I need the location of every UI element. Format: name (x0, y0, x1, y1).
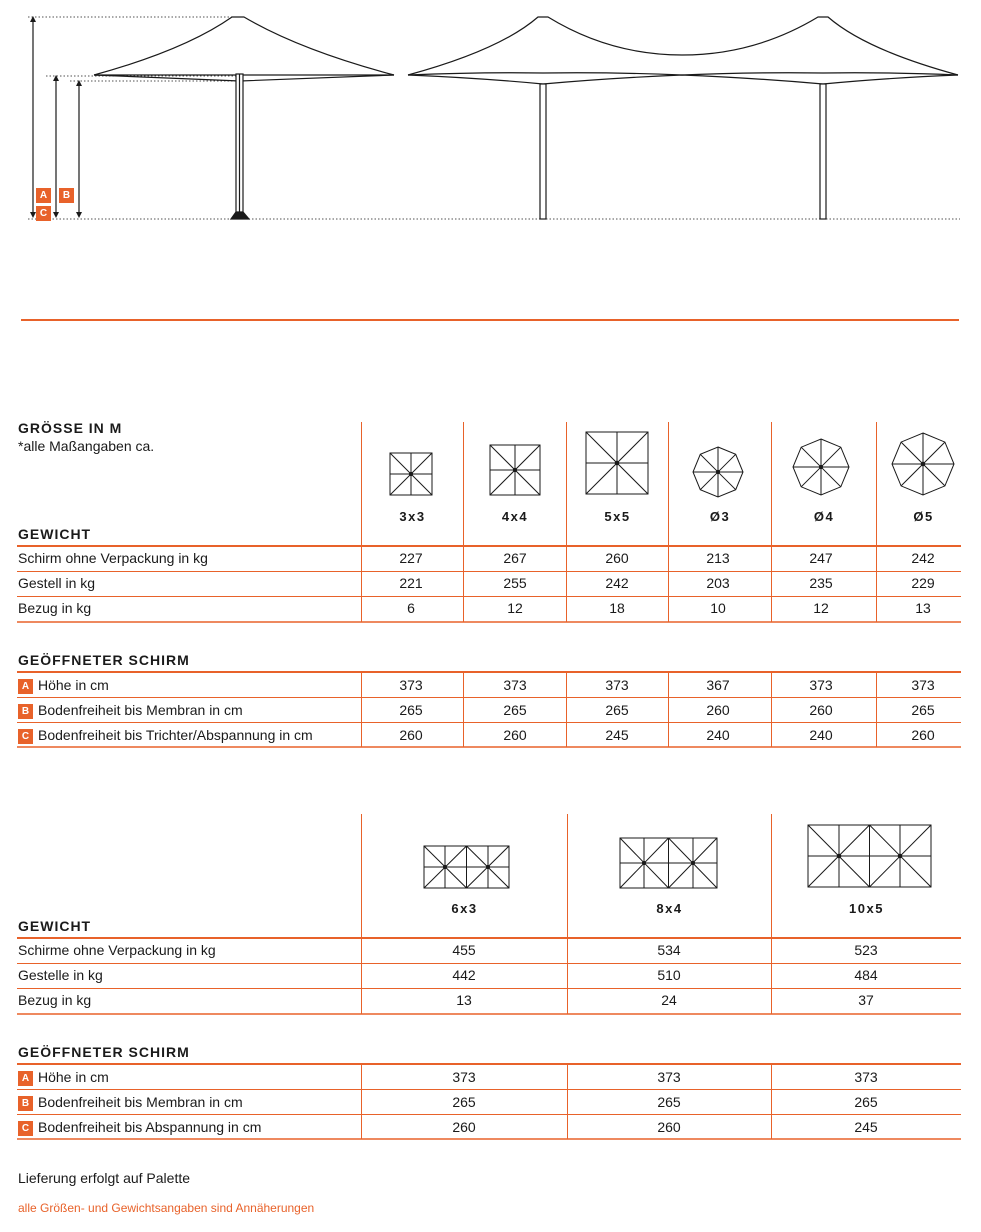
cell-value: 265 (503, 702, 527, 718)
cell-value: 523 (854, 942, 878, 958)
cell-value: 534 (657, 942, 681, 958)
cell-value: 373 (605, 677, 629, 693)
cell-value: 373 (911, 677, 935, 693)
col-6x3: 6x3 (451, 901, 478, 916)
cell-value: 265 (911, 702, 935, 718)
col-8x4: 8x4 (656, 901, 683, 916)
cell-value: 260 (399, 727, 423, 743)
row-label-text: Höhe in cm (38, 677, 109, 693)
row-label (18, 550, 208, 566)
cell-value: 221 (399, 575, 423, 591)
disclaimer-note: alle Größen- und Gewichtsangaben sind Annäherungen (18, 1201, 315, 1215)
cell-value: 260 (911, 727, 935, 743)
row-label (18, 992, 91, 1008)
col-4x4: 4x4 (501, 509, 529, 524)
row-label (18, 1119, 261, 1136)
cell-value: 484 (854, 967, 878, 983)
row-label-text: Gestell in kg (18, 575, 96, 591)
cell-value: 240 (809, 727, 833, 743)
size-heading: GRÖSSE IN M (18, 420, 123, 436)
row-label-text: Bodenfreiheit bis Trichter/Abspannung in cm (38, 727, 313, 743)
icon-3x3 (390, 453, 432, 495)
cell-value: 373 (657, 1069, 681, 1085)
cell-value: 13 (456, 992, 472, 1008)
cell-value: 265 (605, 702, 629, 718)
cell-value: 260 (503, 727, 527, 743)
cell-value: 10 (710, 600, 726, 616)
cell-value: 6 (407, 600, 415, 616)
cell-value: 373 (399, 677, 423, 693)
cell-value: 213 (706, 550, 730, 566)
cell-value: 247 (809, 550, 833, 566)
cell-value: 260 (706, 702, 730, 718)
open-heading-1: GEÖFFNETER SCHIRM (18, 652, 190, 668)
col-d4: Ø4 (813, 509, 835, 524)
row-label-text: Höhe in cm (38, 1069, 109, 1085)
icon-10x5 (808, 825, 931, 887)
row-label-text: Bezug in kg (18, 600, 92, 616)
cell-value: 265 (657, 1094, 681, 1110)
cell-value: 442 (452, 967, 476, 983)
cell-value: 260 (605, 550, 629, 566)
cell-value: 229 (911, 575, 935, 591)
row-label (18, 942, 216, 958)
col-5x5: 5x5 (604, 509, 631, 524)
row-label (18, 1069, 109, 1086)
row-label (18, 1094, 243, 1111)
badge-c: C (36, 206, 51, 221)
row-badge: A (18, 679, 33, 694)
cell-value: 24 (661, 992, 677, 1008)
cell-value: 240 (706, 727, 730, 743)
row-badge: A (18, 1071, 33, 1086)
row-label (18, 677, 109, 694)
delivery-note: Lieferung erfolgt auf Palette (18, 1170, 191, 1186)
row-label (18, 727, 313, 744)
cell-value: 267 (503, 550, 527, 566)
cell-value: 265 (399, 702, 423, 718)
col-d5: Ø5 (913, 509, 934, 524)
open-heading-2: GEÖFFNETER SCHIRM (18, 1044, 190, 1060)
row-label-text: Schirme ohne Verpackung in kg (18, 942, 216, 958)
icon-d3 (693, 447, 743, 497)
col-d3: Ø3 (709, 509, 731, 524)
icon-d4 (793, 439, 849, 495)
cell-value: 510 (657, 967, 681, 983)
badge-a: A (36, 188, 51, 203)
cell-value: 373 (809, 677, 833, 693)
row-label-text: Bodenfreiheit bis Membran in cm (38, 702, 243, 718)
row-label (18, 967, 103, 983)
cell-value: 265 (452, 1094, 476, 1110)
icon-6x3 (424, 846, 509, 888)
cell-value: 245 (605, 727, 629, 743)
row-label-text: Schirm ohne Verpackung in kg (18, 550, 208, 566)
weight-heading-2: GEWICHT (18, 918, 92, 934)
cell-value: 245 (854, 1119, 878, 1135)
row-label-text: Bezug in kg (18, 992, 92, 1008)
weight-heading-1: GEWICHT (18, 526, 92, 542)
row-label-text: Bodenfreiheit bis Abspannung in cm (38, 1119, 262, 1135)
cell-value: 242 (605, 575, 629, 591)
cell-value: 373 (452, 1069, 476, 1085)
cell-value: 227 (399, 550, 423, 566)
cell-value: 12 (507, 600, 523, 616)
badge-b: B (59, 188, 74, 203)
col-3x3: 3x3 (399, 509, 426, 524)
cell-value: 255 (503, 575, 527, 591)
cell-value: 373 (503, 677, 527, 693)
cell-value: 37 (858, 992, 874, 1008)
cell-value: 242 (911, 550, 935, 566)
cell-value: 367 (706, 677, 730, 693)
cell-value: 235 (809, 575, 833, 591)
cell-value: 18 (609, 600, 625, 616)
icon-d5 (892, 433, 954, 495)
icon-8x4 (620, 838, 717, 888)
row-label-text: Bodenfreiheit bis Membran in cm (38, 1094, 243, 1110)
row-badge: C (18, 1121, 33, 1136)
cell-value: 260 (452, 1119, 476, 1135)
cell-value: 373 (854, 1069, 878, 1085)
icon-5x5 (586, 432, 648, 494)
row-badge: C (18, 729, 33, 744)
row-label (18, 575, 95, 591)
cell-value: 265 (854, 1094, 878, 1110)
row-label (18, 600, 91, 616)
row-label-text: Gestelle in kg (18, 967, 103, 983)
row-badge: B (18, 704, 33, 719)
cell-value: 260 (657, 1119, 681, 1135)
row-label (18, 702, 243, 719)
cell-value: 13 (915, 600, 931, 616)
row-badge: B (18, 1096, 33, 1111)
cell-value: 260 (809, 702, 833, 718)
icon-4x4 (490, 445, 540, 495)
cell-value: 12 (813, 600, 829, 616)
size-subtitle: *alle Maßangaben ca. (18, 438, 155, 454)
col-10x5: 10x5 (849, 901, 884, 916)
cell-value: 203 (706, 575, 730, 591)
cell-value: 455 (452, 942, 476, 958)
